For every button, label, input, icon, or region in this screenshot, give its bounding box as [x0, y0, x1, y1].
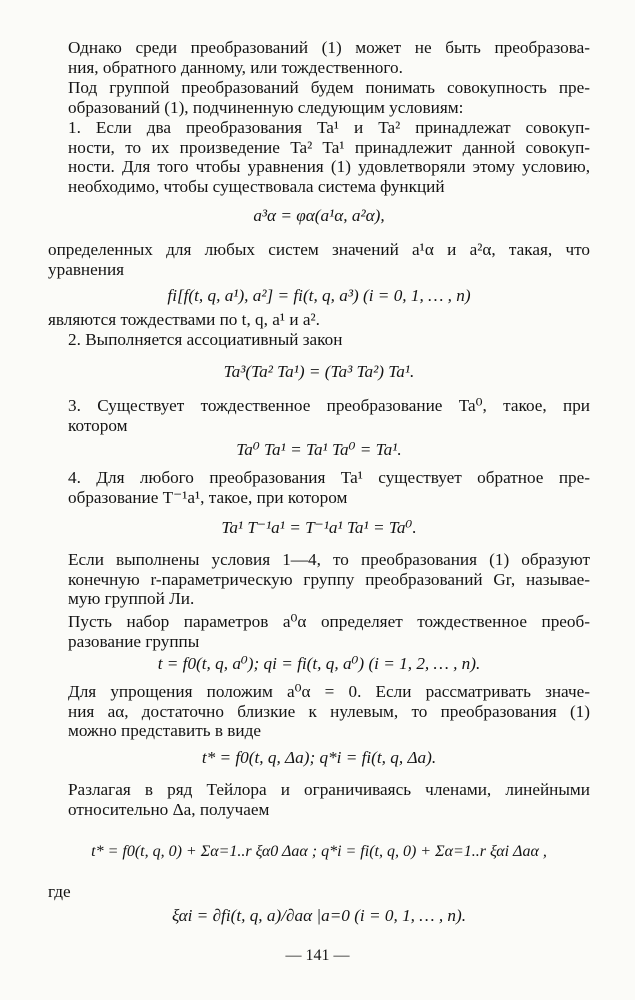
text-line: определенных для любых систем значений a¹α и a²α, такая, что	[48, 240, 590, 259]
text-line: разование группы	[68, 631, 200, 651]
formula-8: t* = f0(t, q, 0) + Σα=1..r ξα0 Δaα ; q*i = fi(t, q, 0) + Σα=1..r ξαi Δaα ,	[91, 843, 547, 860]
text-line: Пусть набор параметров a⁰α определяет тождественное преоб-	[68, 612, 590, 631]
paragraph-4	[48, 240, 590, 279]
text-line: образование T⁻¹a¹, такое, при котором	[68, 487, 348, 507]
text-line: мую группой Ли.	[68, 589, 195, 609]
text-line: уравнения	[48, 259, 125, 279]
paragraph-12	[48, 780, 590, 819]
text-line: Однако среди преобразований (1) может не быть преобразова-	[68, 38, 590, 57]
text-line: 2. Выполняется ассоциативный закон	[68, 330, 343, 349]
paragraph-2	[48, 78, 590, 117]
formula-2: fi[f(t, q, a¹), a²] = fi(t, q, a³) (i = 0, 1, … , n)	[167, 286, 471, 305]
text-line: образований (1), подчиненную следующим условиям:	[68, 97, 464, 117]
text-line: Если выполнены условия 1—4, то преобразования (1) образуют	[68, 550, 590, 569]
formula-4: Ta⁰ Ta¹ = Ta¹ Ta⁰ = Ta¹.	[236, 440, 402, 459]
paragraph-11	[48, 682, 590, 741]
text-line: Под группой преобразований будем понимать совокупность пре-	[68, 78, 590, 97]
paragraph-10	[48, 612, 590, 651]
text-line: ния, обратного данному, или тождественного.	[68, 57, 403, 77]
text-line: котором	[68, 415, 128, 435]
formula-9: ξαi = ∂fi(t, q, a)/∂aα |a=0 (i = 0, 1, … , n).	[171, 906, 467, 925]
paragraph-6	[48, 330, 590, 350]
text-line: где	[48, 882, 71, 901]
paragraph-9	[48, 550, 590, 609]
text-line: можно представить в виде	[68, 721, 261, 741]
text-line: 1. Если два преобразования Ta¹ и Ta² принадлежат совокуп-	[68, 118, 590, 137]
formula-6: t = f0(t, q, a⁰); qi = fi(t, q, a⁰) (i = 1, 2, … , n).	[157, 654, 481, 673]
paragraph-5	[48, 310, 590, 330]
text-line: ния aα, достаточно близкие к нулевым, то преобразования (1)	[68, 701, 590, 721]
text-line: являются тождествами по t, q, a¹ и a².	[48, 310, 320, 329]
text-line: 3. Существует тождественное преобразование Ta⁰, такое, при	[68, 396, 590, 415]
text-line: относительно Δa, получаем	[68, 799, 270, 819]
paragraph-13	[48, 882, 590, 902]
formula-7: t* = f0(t, q, Δa); q*i = fi(t, q, Δa).	[201, 748, 437, 767]
page-number: — 141 —	[285, 947, 350, 964]
formula-1: a³α = φα(a¹α, a²α),	[253, 206, 385, 225]
text-line: Разлагая в ряд Тейлора и ограничиваясь членами, линейными	[68, 780, 590, 799]
paragraph-1	[48, 38, 590, 77]
paragraph-7	[48, 396, 590, 435]
formula-5: Ta¹ T⁻¹a¹ = T⁻¹a¹ Ta¹ = Ta⁰.	[221, 518, 417, 537]
text-line: Для упрощения положим a⁰α = 0. Если рассматривать значе-	[68, 682, 590, 701]
formula-3: Ta³(Ta² Ta¹) = (Ta³ Ta²) Ta¹.	[223, 362, 415, 381]
text-line: ности. Для того чтобы уравнения (1) удовлетворяли этому условию,	[68, 157, 590, 177]
text-line: необходимо, чтобы существовала система функций	[68, 176, 445, 196]
paragraph-3	[48, 118, 590, 196]
paragraph-8	[48, 468, 590, 507]
text-line: конечную r-параметрическую группу преобразований Gr, называе-	[68, 569, 590, 589]
text-line: ности, то их произведение Ta² Ta¹ принадлежит данной совокуп-	[68, 137, 590, 157]
text-line: 4. Для любого преобразования Ta¹ существует обратное пре-	[68, 468, 590, 487]
